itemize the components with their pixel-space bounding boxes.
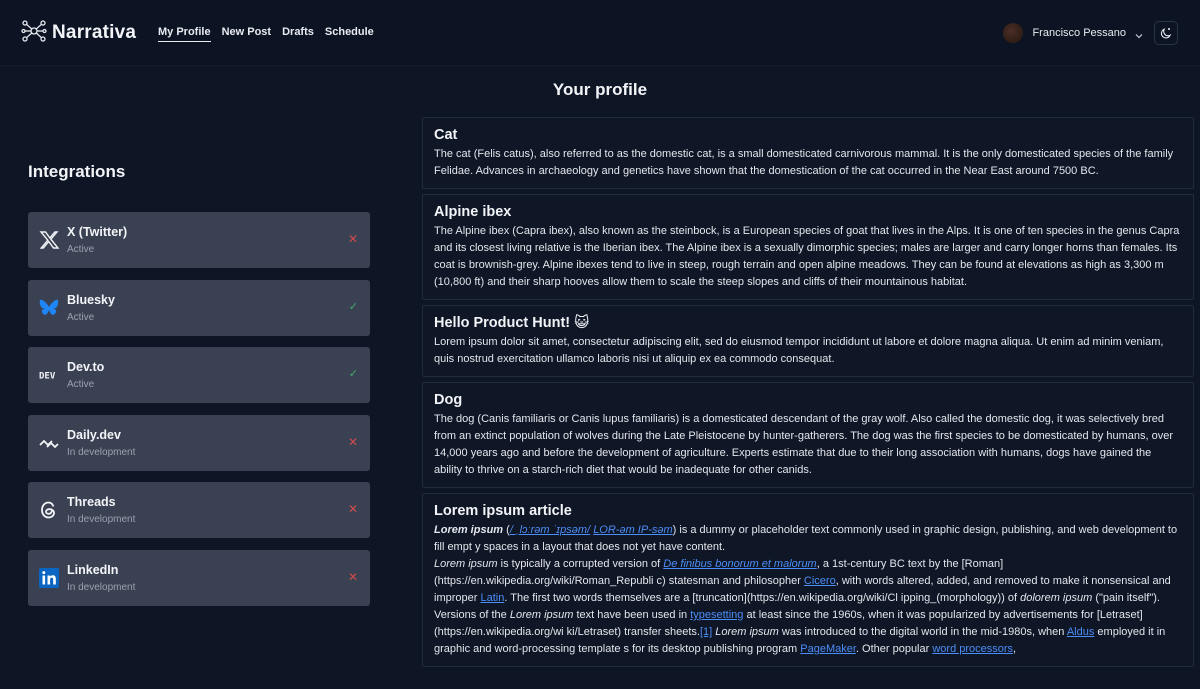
integration-status: Active: [67, 379, 95, 390]
integrations-list: [28, 212, 370, 617]
integration-name: LinkedIn: [67, 562, 119, 577]
text: at least since the 1960s, when it was popularized by advertisements for [Letraset](https://en.wikipedia.org/wi ki/Letraset) transfer sheets.: [434, 609, 1143, 638]
integrations-heading: Integrations: [28, 162, 126, 181]
nav-my-profile[interactable]: My Profile: [158, 26, 211, 42]
posts-list: [422, 117, 1194, 672]
cicero-link[interactable]: Cicero: [803, 575, 836, 587]
latin-link[interactable]: Latin: [480, 592, 505, 604]
x-twitter-icon: [38, 229, 60, 251]
post-body: [434, 522, 1182, 658]
chevron-down-icon[interactable]: [1134, 28, 1144, 38]
post-title: Hello Product Hunt! 😺: [434, 315, 590, 331]
main-nav: [158, 26, 374, 42]
nav-schedule[interactable]: Schedule: [324, 26, 374, 38]
text: (: [503, 524, 510, 536]
narrativa-logo-icon: [21, 18, 47, 49]
integration-status: Active: [67, 244, 95, 255]
integration-card-linkedin[interactable]: [28, 550, 370, 606]
post-title: Cat: [434, 127, 458, 143]
theme-toggle-button[interactable]: [1154, 21, 1178, 45]
term: dolorem ipsum: [1020, 592, 1093, 604]
nav-new-post[interactable]: New Post: [221, 26, 272, 38]
post-title: Lorem ipsum article: [434, 503, 572, 519]
text: is typically a corrupted version of: [497, 558, 664, 570]
integration-status: In development: [67, 514, 136, 525]
text: . The first two words themselves are a [truncation](https://en.wikipedia.org/wiki/Cl ipping_(morphology)) of: [504, 592, 1021, 604]
user-menu: [1003, 21, 1178, 45]
text: ) is a dummy or placeholder text commonly used in graphic design, publishing, and web development to fill empt y spaces in a layout that does not yet have content.: [434, 524, 1178, 553]
integration-card-dailydev[interactable]: [28, 415, 370, 471]
text: , a 1st-century BC text by the [Roman](https://en.wikipedia.org/wiki/Roman_Republi c) statesman and philosopher: [434, 558, 1004, 587]
de-finibus-link[interactable]: De finibus bonorum et malorum: [663, 558, 817, 570]
integration-name: Daily.dev: [67, 427, 121, 442]
disconnected-x-icon[interactable]: ✕: [347, 232, 358, 246]
aldus-link[interactable]: Aldus: [1066, 626, 1095, 638]
user-name[interactable]: Francisco Pessano: [1032, 27, 1126, 39]
post-card-dog[interactable]: [422, 382, 1194, 488]
text: text have been used in: [573, 609, 691, 621]
post-body: Lorem ipsum dolor sit amet, consectetur adipiscing elit, sed do eiusmod tempor incididunt ut labore et dolore magna aliqua. Ut enim ad minim veniam, quis nostrud exercitation ullamco laboris nisi ut aliquip ex ea commodo consequat.: [434, 336, 1164, 365]
text: . Other popular: [855, 643, 933, 655]
disconnected-x-icon[interactable]: ✕: [347, 502, 358, 516]
brand[interactable]: [21, 20, 136, 46]
svg-text:DEV: DEV: [39, 371, 56, 382]
term: Lorem ipsum: [509, 609, 574, 621]
integration-status: In development: [67, 581, 136, 593]
threads-icon: [38, 499, 60, 521]
devto-icon: [38, 364, 60, 386]
typesetting-link[interactable]: typesetting: [690, 609, 744, 621]
integration-card-threads[interactable]: [28, 482, 370, 538]
integration-name: X (Twitter): [67, 225, 128, 239]
term: Lorem ipsum: [434, 524, 504, 536]
pronunciation-link[interactable]: LOR-əm IP-səm: [593, 524, 673, 536]
disconnected-x-icon[interactable]: ✕: [347, 569, 358, 584]
word-processors-link[interactable]: word processors: [932, 643, 1014, 655]
post-body: The cat (Felis catus), also referred to as the domestic cat, is a small domesticated carnivorous mammal. It is the only domesticated species of the family Felidae. Advances in archaeology and genetics have shown that the domestication of the cat occurred in the Near East around 7500 BC.: [434, 148, 1174, 177]
text: Versions of the: [434, 609, 510, 621]
disconnected-x-icon[interactable]: ✕: [347, 434, 358, 449]
linkedin-icon: [38, 567, 60, 589]
integration-status: In development: [67, 446, 136, 458]
app-name: Narrativa: [52, 22, 137, 43]
term: Lorem ipsum: [715, 626, 779, 638]
post-title: Alpine ibex: [434, 204, 512, 220]
top-navbar: [0, 0, 1200, 66]
text: , with words altered, added, and removed to make it nonsensical and improper: [434, 575, 1171, 604]
text: ("pain itself").: [1092, 592, 1160, 604]
term: Lorem ipsum: [434, 558, 498, 570]
pagemaker-link[interactable]: PageMaker: [800, 643, 856, 655]
text: employed it in graphic and word-processing template s for its desktop publishing program: [434, 626, 1166, 655]
nav-drafts[interactable]: Drafts: [282, 26, 314, 38]
integration-name: Threads: [67, 495, 116, 509]
post-body: The Alpine ibex (Capra ibex), also known as the steinbock, is a European species of goat that lives in the Alps. It is one of ten species in the genus Capra and its closest living relative is the Iberian ibex. The Alpine ibex is a sexually dimorphic species; males are larger and carry longer horns than females. Its coat is brownish-grey. Alpine ibexes tend to live in steep, rough terrain and open alpine meadows. They can be found at elevations as high as 3,300 m (10,800 ft) and their sharp hooves allow them to scale the steep slopes and cliffs of their mountainous habitat.: [434, 225, 1180, 288]
reference-link[interactable]: [1]: [699, 626, 713, 638]
integration-name: Dev.to: [67, 360, 105, 374]
post-card-lorem-ipsum[interactable]: [422, 493, 1194, 667]
integration-card-bluesky[interactable]: [28, 280, 370, 336]
post-card-product-hunt[interactable]: [422, 305, 1194, 377]
page-title: Your profile: [552, 80, 648, 99]
post-title: Dog: [434, 392, 463, 408]
text: ,: [1013, 643, 1017, 655]
integration-name: Bluesky: [67, 292, 115, 307]
moon-icon: [1159, 26, 1173, 40]
dailydev-icon: [38, 432, 60, 454]
integration-card-x-twitter[interactable]: [28, 212, 370, 268]
text: was introduced to the digital world in the mid-1980s, when: [778, 626, 1067, 638]
connected-check-icon[interactable]: ✓: [348, 368, 358, 380]
integration-card-devto[interactable]: [28, 347, 370, 403]
ipa-link[interactable]: / ˌlɔːrəm ˈɪpsəm/: [509, 524, 591, 536]
connected-check-icon[interactable]: ✓: [348, 300, 358, 313]
post-card-cat[interactable]: [422, 117, 1194, 189]
integration-status: Active: [67, 311, 95, 323]
post-card-alpine-ibex[interactable]: [422, 194, 1194, 300]
bluesky-icon: [38, 297, 60, 319]
avatar[interactable]: [1003, 23, 1023, 43]
post-body: The dog (Canis familiaris or Canis lupus familiaris) is a domesticated descendant of the gray wolf. Also called the domestic dog, it was selectively bred from an extinct population of wolves during the Late Pleistocene by hunter-gatherers. The dog was the first species to be domesticated by humans, over 14,000 years ago and before the development of agriculture. Experts estimate that due to their long association with humans, dogs have gained the ability to thrive on a starch-rich diet that would be inadequate for other canids.: [434, 413, 1174, 476]
